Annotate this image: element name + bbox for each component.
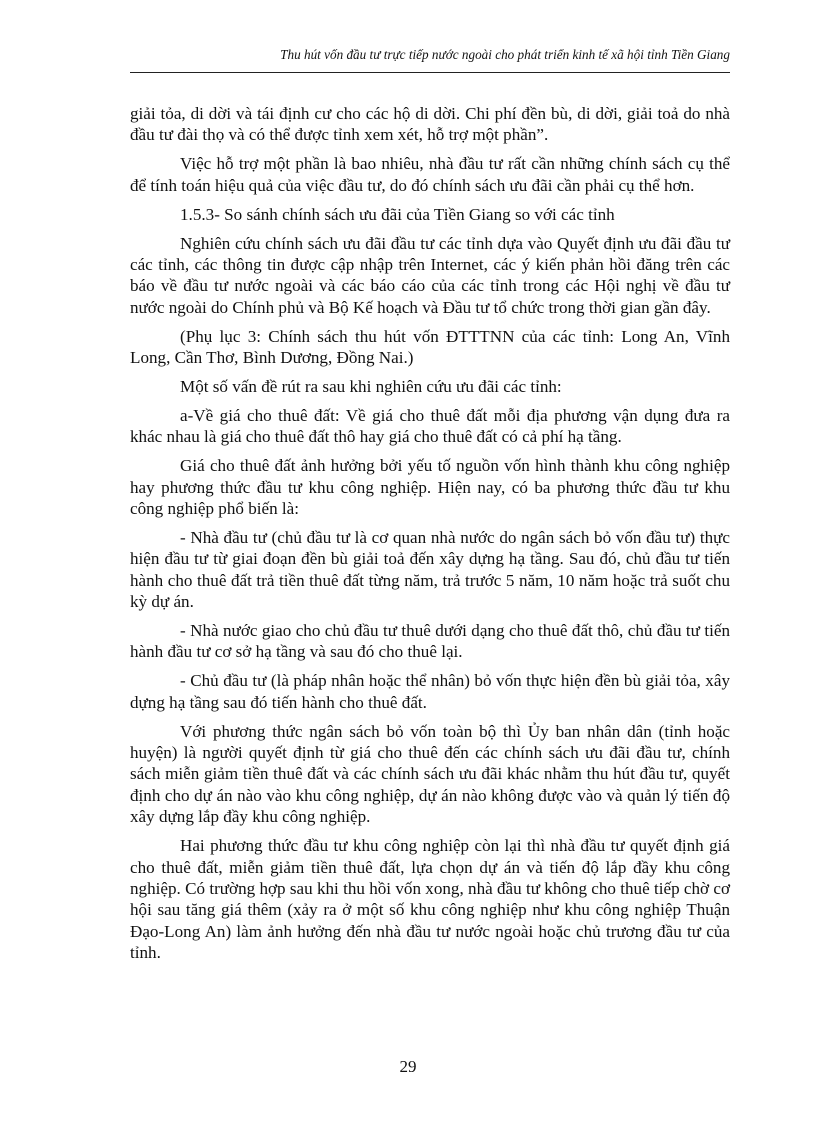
paragraph: Việc hỗ trợ một phần là bao nhiêu, nhà đầu tư rất cần những chính sách cụ thể để tính toán hiệu quả của việc đầu tư, do đó chính sách ưu đãi cần phải cụ thể hơn.: [130, 154, 730, 195]
section-heading: 1.5.3- So sánh chính sách ưu đãi của Tiền Giang so với các tỉnh: [180, 204, 615, 224]
paragraph: (Phụ lục 3: Chính sách thu hút vốn ĐTTTNN của các tỉnh: Long An, Vĩnh Long, Cần Thơ, Bình Dương, Đồng Nai.): [130, 326, 730, 368]
paragraph: Nghiên cứu chính sách ưu đãi đầu tư các tỉnh dựa vào Quyết định ưu đãi đầu tư các tỉnh, các thông tin được cập nhập trên Internet, các ý kiến phản hồi đăng trên các báo về đầu tư nước ngoài và các báo cáo của các tỉnh trong các Hội nghị về đầu tư nước ngoài do Chính phủ và Bộ Kế hoạch và Đầu tư tổ chức trong thời gian gần đây.: [130, 233, 730, 317]
list-item: - Nhà đầu tư (chủ đầu tư là cơ quan nhà nước do ngân sách bỏ vốn đầu tư) thực hiện đầu tư từ giai đoạn đền bù giải toả đến xây dựng hạ tầng. Sau đó, chủ đầu tư tiến hành cho thuê đất trả tiền thuê đất từng năm, trả trước 5 năm, 10 năm hoặc trả suốt chu kỳ dự án.: [130, 527, 730, 612]
paragraph: giải tỏa, di dời và tái định cư cho các hộ di dời. Chi phí đền bù, di dời, giải toả do nhà đầu tư đài thọ và có thể được tỉnh xem xét, hỗ trợ một phần”.: [130, 104, 730, 145]
paragraph: a-Về giá cho thuê đất: Về giá cho thuê đất mỗi địa phương vận dụng đưa ra khác nhau là giá cho thuê đất thô hay giá cho thuê đất có cả phí hạ tầng.: [130, 405, 730, 447]
body-text: [130, 103, 730, 971]
running-header: Thu hút vốn đầu tư trực tiếp nước ngoài cho phát triển kinh tế xã hội tỉnh Tiền Giang: [280, 47, 730, 62]
header-rule: [130, 72, 730, 73]
paragraph: Một số vấn đề rút ra sau khi nghiên cứu ưu đãi các tỉnh:: [180, 376, 562, 396]
list-item: - Chủ đầu tư (là pháp nhân hoặc thể nhân) bỏ vốn thực hiện đền bù giải tỏa, xây dựng hạ tầng sau đó tiến hành cho thuê đất.: [130, 671, 730, 712]
paragraph: Giá cho thuê đất ảnh hưởng bởi yếu tố nguồn vốn hình thành khu công nghiệp hay phương thức đầu tư khu công nghiệp. Hiện nay, có ba phương thức đầu tư khu công nghiệp phổ biến là:: [130, 456, 730, 518]
paragraph: Hai phương thức đầu tư khu công nghiệp còn lại thì nhà đầu tư quyết định giá cho thuê đất, miễn giảm tiền thuê đất, lựa chọn dự án và tiến độ lắp đầy khu công nghiệp. Có trường hợp sau khi thu hồi vốn xong, nhà đầu tư không cho thuê tiếp chờ cơ hội sau tăng giá thêm (xảy ra ở một số khu công nghiệp như khu công nghiệp Thuận Đạo-Long An) làm ảnh hưởng đến nhà đầu tư nước ngoài hoặc chủ trương đầu tư của tỉnh.: [130, 836, 730, 963]
page-number: 29: [399, 1057, 417, 1076]
paragraph: Với phương thức ngân sách bỏ vốn toàn bộ thì Ủy ban nhân dân (tỉnh hoặc huyện) là người quyết định từ giá cho thuê đến các chính sách ưu đãi đầu tư, chính sách miễn giảm tiền thuê đất và các chính sách ưu đãi khác nhằm thu hút đầu tư, quyết định cho dự án nào vào khu công nghiệp, dự án nào không được vào và quản lý tiến độ xây dựng lắp đầy khu công nghiệp.: [130, 721, 730, 827]
list-item: - Nhà nước giao cho chủ đầu tư thuê dưới dạng cho thuê đất thô, chủ đầu tư tiến hành đầu tư cơ sở hạ tầng và sau đó cho thuê lại.: [130, 621, 730, 662]
